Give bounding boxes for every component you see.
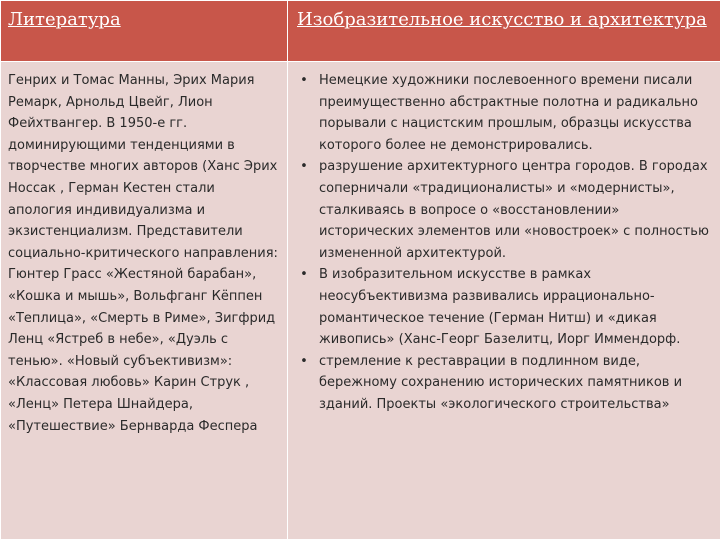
header-cell-art-architecture [288, 1, 720, 62]
content-row [1, 62, 720, 540]
list-item [297, 156, 714, 264]
list-item-text: стремление к реставрации в подлинном виде, бережному сохранению исторических памятников и зданий. Проекты «экологического строительства» [319, 353, 683, 412]
bullet-icon: • [300, 73, 308, 88]
header-row [1, 1, 720, 62]
list-item-text: В изобразительном искусстве в рамках неосубъективизма развивались иррационально-романтическое течение (Герман Нитш) и «дикая живопись» (Ханс-Георг Базелитц, Иорг Иммендорф. [319, 267, 681, 348]
bullet-icon: • [300, 267, 308, 283]
bullet-icon: • [300, 159, 308, 175]
bullet-icon: • [300, 353, 308, 369]
header-art-architecture: Изобразительное искусство и архитектура [297, 9, 707, 30]
literature-cell [1, 62, 288, 540]
header-cell-literature [1, 1, 288, 62]
list-item-text: разрушение архитектурного центра городов. В городах соперничали «традиционалисты» и «модернисты», сталкиваясь в вопросе о «восстановлении» исторических элементов или «новостроек» с полностью измененной архитектурой. [319, 159, 709, 261]
header-literature: Литература [8, 9, 121, 30]
list-item [297, 264, 714, 350]
list-item-text: Немецкие художники послевоенного времени писали преимущественно абстрактные полотна и радикально порывали с нацистским прошлым, образцы искусства которого более не демонстрировались. [319, 73, 699, 153]
art-architecture-list [288, 62, 720, 416]
list-item [297, 351, 714, 416]
literature-text: Генрих и Томас Манны, Эрих Мария Ремарк, Арнольд Цвейг, Лион Фейхтвангер. В 1950-е гг. доминирующими тенденциями в творчестве многих авторов (Ханс Эрих Носсак , Герман Кестен стали апология индивидуализма и экзистенциализм. Представители социально-критического направления: Гюнтер Грасс «Жестяной барабан», «Кошка и мышь», Вольфганг Кёппен «Теплица», «Смерть в Риме», Зигфрид Ленц «Ястреб в небе», «Дуэль с тенью». «Новый субъективизм»: «Классовая любовь» Карин Струк , «Ленц» Петера Шнайдера, «Путешествие» Бернварда Феспера [8, 73, 278, 434]
art-architecture-cell [288, 62, 720, 540]
list-item [297, 70, 714, 156]
